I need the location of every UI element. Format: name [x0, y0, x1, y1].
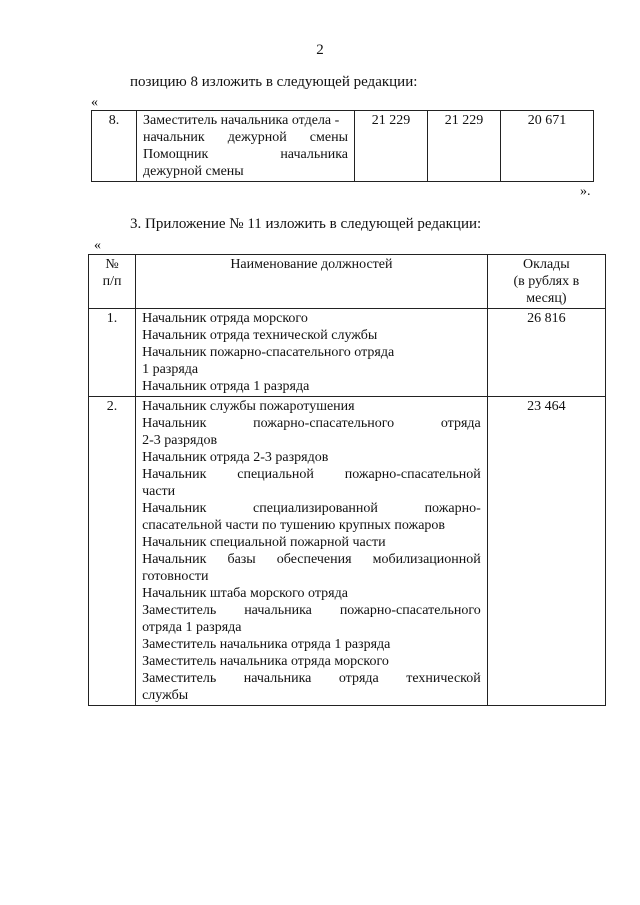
- section-3-text: 3. Приложение № 11 изложить в следующей редакции:: [130, 216, 482, 232]
- open-quote-1: «: [91, 95, 98, 110]
- position-line: Начальник отряда 1 разряда: [142, 379, 310, 394]
- position-line: спасательной части по тушению крупных пожаров: [142, 518, 446, 533]
- position-line: Заместитель начальника пожарно-спасательного: [142, 603, 481, 618]
- open-quote-2: «: [94, 238, 101, 253]
- page-number: 2: [316, 42, 324, 58]
- position-line: части: [142, 484, 176, 499]
- position-line: Начальник специализированной пожарно-: [142, 501, 481, 516]
- header-number-text: № п/п: [102, 257, 122, 289]
- appendix-11-table: [88, 254, 606, 706]
- header-number: [89, 255, 136, 309]
- position-line: Начальник пожарно-спасательного отряда: [142, 345, 395, 360]
- position-line: Начальник специальной пожарной части: [142, 535, 386, 550]
- position-line: 1 разряда: [142, 362, 199, 377]
- value-cell: 21 229: [428, 111, 501, 182]
- table-row: [89, 309, 606, 397]
- position-8-table: [91, 110, 594, 182]
- value-cell: 20 671: [501, 111, 594, 182]
- position-line: Начальник специальной пожарно-спасательной: [142, 467, 481, 482]
- position-number: 8.: [92, 111, 137, 182]
- position-line: 2-3 разрядов: [142, 433, 218, 448]
- position-line: отряда 1 разряда: [142, 620, 242, 635]
- position-line: Начальник пожарно-спасательного отряда: [142, 416, 481, 431]
- table-row: [89, 397, 606, 706]
- name-line: Заместитель начальника отдела -: [143, 113, 340, 128]
- position-line: Начальник базы обеспечения мобилизационной: [142, 552, 481, 567]
- position-line: Заместитель начальника отряда 1 разряда: [142, 637, 391, 652]
- row-number: 1.: [89, 309, 136, 397]
- header-salary-text: Оклады (в рублях в месяц): [513, 257, 580, 306]
- intro-text: позицию 8 изложить в следующей редакции:: [130, 74, 418, 90]
- position-line: Начальник службы пожаротушения: [142, 399, 355, 414]
- close-quote: ».: [580, 184, 591, 199]
- name-line: начальник дежурной смены: [143, 130, 348, 145]
- position-line: Начальник штаба морского отряда: [142, 586, 348, 601]
- position-line: Начальник отряда морского: [142, 311, 308, 326]
- table-header-row: [89, 255, 606, 309]
- row-positions: [136, 397, 488, 706]
- name-line: Помощник начальника: [143, 147, 348, 162]
- position-line: Начальник отряда 2-3 разрядов: [142, 450, 329, 465]
- position-name: [137, 111, 355, 182]
- position-line: Заместитель начальника отряда морского: [142, 654, 389, 669]
- row-salary: 26 816: [487, 309, 605, 397]
- position-line: Начальник отряда технической службы: [142, 328, 378, 343]
- header-salary: [487, 255, 605, 309]
- name-line: дежурной смены: [143, 164, 244, 179]
- position-line: службы: [142, 688, 189, 703]
- value-cell: 21 229: [355, 111, 428, 182]
- row-positions: [136, 309, 488, 397]
- position-line: готовности: [142, 569, 209, 584]
- position-line: Заместитель начальника отряда технической: [142, 671, 481, 686]
- row-number: 2.: [89, 397, 136, 706]
- header-name: Наименование должностей: [136, 255, 488, 309]
- row-salary: 23 464: [487, 397, 605, 706]
- table-row: [92, 111, 594, 182]
